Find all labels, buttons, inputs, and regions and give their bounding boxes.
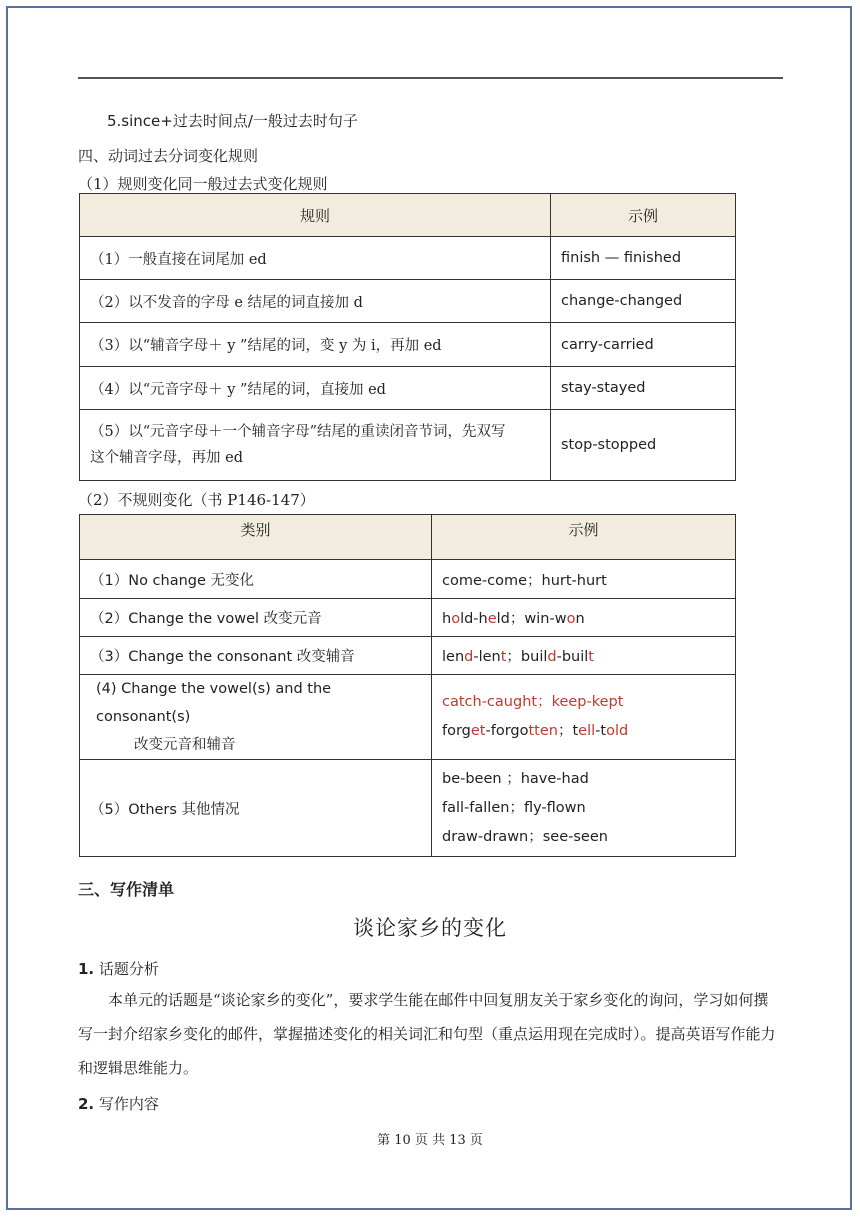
example-text: -buil [556, 649, 589, 665]
example-text: -len [473, 649, 501, 665]
example-text: -forgo [485, 723, 529, 739]
example-text: n [575, 611, 585, 627]
irregular-changes-table [79, 514, 736, 857]
table-row [80, 410, 736, 481]
part-2-title: （2）不规则变化（书 P146-147） [78, 491, 315, 509]
example-line [442, 717, 725, 746]
header-example-col: 示例 [432, 515, 736, 560]
header-category-col: 类别 [80, 515, 432, 560]
rule-cell [80, 410, 551, 481]
table-row [80, 675, 736, 760]
example-text: h [442, 611, 452, 627]
header-rule [78, 77, 783, 79]
table-row [80, 560, 736, 599]
example-line: be-been ；have-had [442, 770, 589, 787]
content-heading [78, 1093, 159, 1114]
example-text: ld-h [460, 611, 488, 627]
table-row [80, 599, 736, 637]
heading-text: 写作内容 [98, 1095, 159, 1113]
table-row [80, 637, 736, 675]
example-text: ；t [557, 723, 579, 739]
rule-line-1: （5）以“元音字母＋一个辅音字母”结尾的重读闭音节词，先双写 [90, 424, 506, 440]
example-text: forg [442, 723, 471, 739]
example-text: ；buil [506, 649, 548, 665]
heading-number: 2. [78, 1095, 95, 1113]
section-4-title: 四、动词过去分词变化规则 [78, 147, 259, 165]
rule-cell: （3）以“辅音字母＋ y ”结尾的词，变 y 为 i，再加 ed [80, 323, 551, 367]
example-text: -t [595, 723, 607, 739]
example-cell [432, 599, 736, 637]
table-row [80, 760, 736, 857]
table-row [80, 237, 736, 280]
example-cell: finish — finished [551, 237, 736, 280]
highlight-text: e [487, 611, 497, 627]
page-footer: 第 10 页 共 13 页 [377, 1133, 483, 1148]
highlight-text: tten [528, 723, 558, 739]
example-cell: carry-carried [551, 323, 736, 367]
highlight-text: d [464, 649, 474, 665]
category-cell: （2）Change the vowel 改变元音 [80, 599, 432, 637]
category-cell: （3）Change the consonant 改变辅音 [80, 637, 432, 675]
category-cell: （1）No change 无变化 [80, 560, 432, 599]
part-1-title: （1）规则变化同一般过去式变化规则 [78, 175, 328, 193]
example-cell [432, 637, 736, 675]
category-line-1: (4) Change the vowel(s) and the consonant(s) [96, 681, 332, 725]
table-row [80, 367, 736, 410]
header-example-col: 示例 [551, 194, 736, 237]
example-cell: stop-stopped [551, 410, 736, 481]
topic-paragraph: 本单元的话题是“谈论家乡的变化”，要求学生能在邮件中回复朋友关于家乡变化的询问，学习如何撰写一封介绍家乡变化的邮件，掌握描述变化的相关词汇和句型（重点运用现在完成时）。提高英语写作能力和逻辑思维能力。 [78, 991, 776, 1077]
regular-rules-table [79, 193, 736, 481]
table-row [80, 280, 736, 323]
example-cell [432, 675, 736, 760]
header-rule-col: 规则 [80, 194, 551, 237]
category-line-2: 改变元音和辅音 [134, 737, 236, 753]
example-cell: come-come；hurt-hurt [432, 560, 736, 599]
highlight-text: o [451, 611, 461, 627]
rule-line-2: 这个辅音字母，再加 ed [90, 450, 243, 466]
heading-number: 1. [78, 960, 95, 978]
example-text: len [442, 649, 465, 665]
example-cell: stay-stayed [551, 367, 736, 410]
highlight-text: et [470, 723, 486, 739]
section-3-title: 三、写作清单 [78, 880, 175, 899]
example-cell [432, 760, 736, 857]
category-cell: （5）Others 其他情况 [80, 760, 432, 857]
table-header-row [80, 515, 736, 560]
highlight-text: ell [578, 723, 596, 739]
example-line: catch-caught；keep-kept [442, 694, 624, 710]
table-header-row [80, 194, 736, 237]
highlight-text: o [566, 611, 576, 627]
example-text: ld；win-w [496, 611, 567, 627]
topic-heading [78, 958, 159, 979]
highlight-text: t [588, 649, 594, 665]
highlight-text: t [500, 649, 507, 665]
highlight-text: d [547, 649, 557, 665]
heading-text: 话题分析 [98, 960, 159, 978]
writing-title: 谈论家乡的变化 [353, 916, 507, 940]
category-cell [80, 675, 432, 760]
rule-cell: （4）以“元音字母＋ y ”结尾的词，直接加 ed [80, 367, 551, 410]
example-cell: change-changed [551, 280, 736, 323]
rule-cell: （1）一般直接在词尾加 ed [80, 237, 551, 280]
example-line: draw-drawn；see-seen [442, 828, 608, 845]
since-rule-line: 5.since+过去时间点/一般过去时句子 [107, 112, 358, 130]
rule-cell: （2）以不发音的字母 e 结尾的词直接加 d [80, 280, 551, 323]
example-line: fall-fallen；fly-flown [442, 799, 586, 816]
highlight-text: old [606, 723, 629, 739]
table-row [80, 323, 736, 367]
